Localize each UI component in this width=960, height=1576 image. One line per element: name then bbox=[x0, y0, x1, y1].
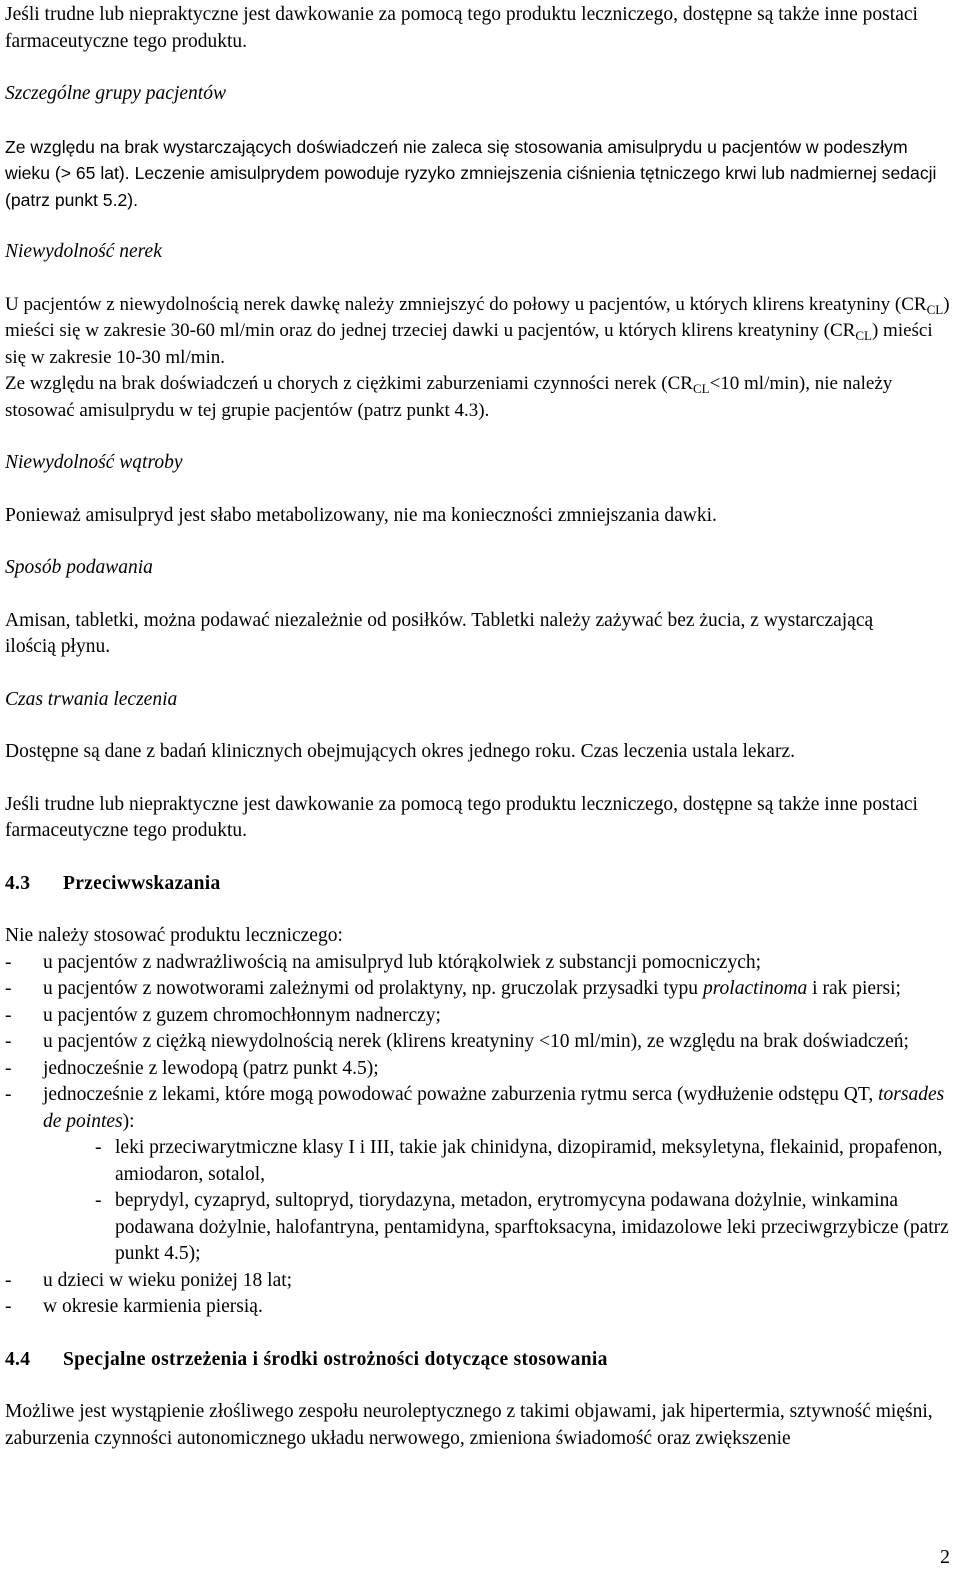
list-item: - jednocześnie z lekami, które mogą powodować poważne zaburzenia rytmu serca (wydłużenie odstępu QT, torsades de pointes): - leki przeciwarytmiczne klasy I i III, takie jak chinidyna, dizopiramid, meksyletyna, flekainid, propafenon, amiodaron, sotalol, - beprydyl, cyzapryd, sultopryd, tiorydazyna, metadon, erytromycyna podawana dożylnie, winkamina podawana dożylnie, halofantryna, pentamidyna, sparftoksacyna, imidazolowe leki przeciwgrzybicze (patrz punkt 4.5); bbox=[5, 1082, 950, 1268]
duration-heading: Czas trwania leczenia bbox=[5, 688, 178, 710]
renal-text-1: U pacjentów z niewydolnością nerek dawkę należy zmniejszyć do połowy u pacjentów, u których klirens kreatyniny $(CR_{CL})$ mieści się w zakresie 30-60 ml/min oraz do jednej trzeciej dawki u pacjentów, u których klirens kreatyniny $(CR_{CL})$ mieści się w zakresie 10-30 ml/min. bbox=[5, 293, 950, 368]
contraindications-intro: Nie należy stosować produktu leczniczego: bbox=[5, 925, 343, 946]
document-page bbox=[5, 0, 950, 1452]
list-item: - u pacjentów z ciężką niewydolnością nerek (klirens kreatyniny <10 ml/min), ze względu na brak doświadczeń; bbox=[5, 1029, 950, 1056]
duration-text: Dostępne są dane z badań klinicznych obejmujących okres jednego roku. Czas leczenia ustala lekarz. bbox=[5, 741, 795, 762]
section-4-3-heading: 4.3 Przeciwwskazania bbox=[5, 872, 221, 894]
intro-paragraph: Jeśli trudne lub niepraktyczne jest dawkowanie za pomocą tego produktu leczniczego, dostępne są także inne postaci farmaceutyczne tego produktu. bbox=[5, 4, 918, 52]
hepatic-text: Ponieważ amisulpryd jest słabo metabolizowany, nie ma konieczności zmniejszania dawki. bbox=[5, 504, 717, 526]
special-groups-heading: Szczególne grupy pacjentów bbox=[5, 83, 226, 104]
renal-text-2: Ze względu na brak doświadczeń u chorych z ciężkimi zaburzeniami czynności nerek ($CR_{CL}<10$ ml/min), nie należy stosować amisulprydu w tej grupie pacjentów (patrz punkt 4.3). bbox=[5, 373, 893, 421]
renal-heading: Niewydolność nerek bbox=[5, 241, 162, 262]
sub-list-item: - beprydyl, cyzapryd, sultopryd, tiorydazyna, metadon, erytromycyna podawana dożylnie, winkamina podawana dożylnie, halofantryna, pentamidyna, sparftoksacyna, imidazolowe leki przeciwgrzybicze (patrz punkt 4.5); bbox=[95, 1188, 950, 1268]
sub-list bbox=[43, 1135, 950, 1268]
contraindications-list bbox=[5, 950, 950, 1321]
special-groups-text: Ze względu na brak wystarczających doświadczeń nie zaleca się stosowania amisulprydu u pacjentów w podeszłym wieku (> 65 lat). Leczenie amisulprydem powoduje ryzyko zmniejszenia ciśnienia tętniczego krwi lub nadmiernej sedacji (patrz punkt 5.2). bbox=[5, 136, 937, 210]
repeat-paragraph: Jeśli trudne lub niepraktyczne jest dawkowanie za pomocą tego produktu leczniczego, dostępne są także inne postaci farmaceutyczne tego produktu. bbox=[5, 793, 918, 841]
sub-list-item: - leki przeciwarytmiczne klasy I i III, takie jak chinidyna, dizopiramid, meksyletyna, flekainid, propafenon, amiodaron, sotalol, bbox=[95, 1135, 950, 1188]
list-item: - u pacjentów z nowotworami zależnymi od prolaktyny, np. gruczolak przysadki typu prolactinoma i rak piersi; bbox=[5, 976, 950, 1003]
list-item: - u dzieci w wieku poniżej 18 lat; bbox=[5, 1268, 950, 1295]
section-4-4-heading: 4.4 Specjalne ostrzeżenia i środki ostrożności dotyczące stosowania bbox=[5, 1348, 608, 1370]
page-number: 2 bbox=[940, 1546, 950, 1568]
list-item: - w okresie karmienia piersią. bbox=[5, 1294, 950, 1321]
administration-text: Amisan, tabletki, można podawać niezależnie od posiłków. Tabletki należy zażywać bez żucia, z wystarczającą ilością płynu. bbox=[5, 609, 874, 657]
hepatic-heading: Niewydolność wątroby bbox=[5, 452, 183, 473]
section-4-4-text: Możliwe jest wystąpienie złośliwego zespołu neuroleptycznego z takimi objawami, jak hipertermia, sztywność mięśni, zaburzenia czynności autonomicznego układu nerwowego, zmieniona świadomość oraz zwiększenie bbox=[5, 1401, 933, 1449]
list-item: - jednocześnie z lewodopą (patrz punkt 4.5); bbox=[5, 1056, 950, 1083]
administration-heading: Sposób podawania bbox=[5, 557, 153, 578]
list-item: - u pacjentów z nadwrażliwością na amisulpryd lub którąkolwiek z substancji pomocniczych; bbox=[5, 950, 950, 977]
list-item: - u pacjentów z guzem chromochłonnym nadnerczy; bbox=[5, 1003, 950, 1030]
